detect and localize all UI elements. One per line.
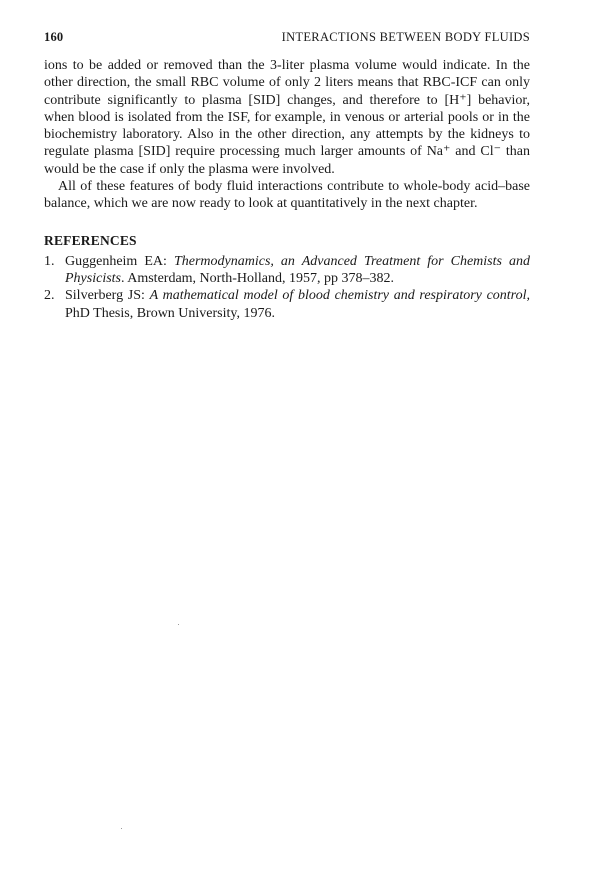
page-number: 160 bbox=[44, 30, 64, 44]
body-paragraph-2: All of these features of body fluid interactions contribute to whole-body acid–base balance, which we are now ready to look at quantitatively in the next chapter. bbox=[44, 179, 530, 212]
running-head bbox=[44, 30, 530, 45]
reference-authors: Guggenheim EA: bbox=[65, 253, 174, 269]
reference-number: 1. bbox=[44, 253, 55, 269]
reference-title: Thermodynamics, an Advanced Treatment for Chemists and Physicists bbox=[65, 253, 530, 286]
scan-speck bbox=[178, 624, 179, 625]
body-paragraph-1: ions to be added or removed than the 3-liter plasma volume would indicate. In the other direction, the small RBC volume of only 2 liters means that RBC-ICF can only contribute significantly to plasma [SID] changes, and therefore to [H⁺] behavior, when blood is isolated from the ISF, for example, in venous or arterial pools or in the biochemistry laboratory. Also in the other direction, any attempts by the kidneys to regulate plasma [SID] require processing much larger amounts of Na⁺ and Cl⁻ than would be the case if only the plasma were involved. bbox=[44, 58, 530, 177]
running-title: INTERACTIONS BETWEEN BODY FLUIDS bbox=[281, 30, 530, 44]
scan-speck bbox=[121, 828, 122, 829]
reference-number: 2. bbox=[44, 288, 55, 304]
reference-authors: Silverberg JS: bbox=[65, 288, 150, 304]
reference-item bbox=[44, 287, 530, 322]
page bbox=[44, 30, 530, 322]
reference-title: A mathematical model of blood chemistry and respiratory control, bbox=[149, 288, 530, 304]
references-heading: REFERENCES bbox=[44, 232, 137, 248]
reference-details: . Amsterdam, North-Holland, 1957, pp 378–382. bbox=[121, 270, 394, 286]
reference-list bbox=[44, 253, 530, 322]
reference-item bbox=[44, 253, 530, 288]
reference-details: PhD Thesis, Brown University, 1976. bbox=[65, 305, 275, 321]
